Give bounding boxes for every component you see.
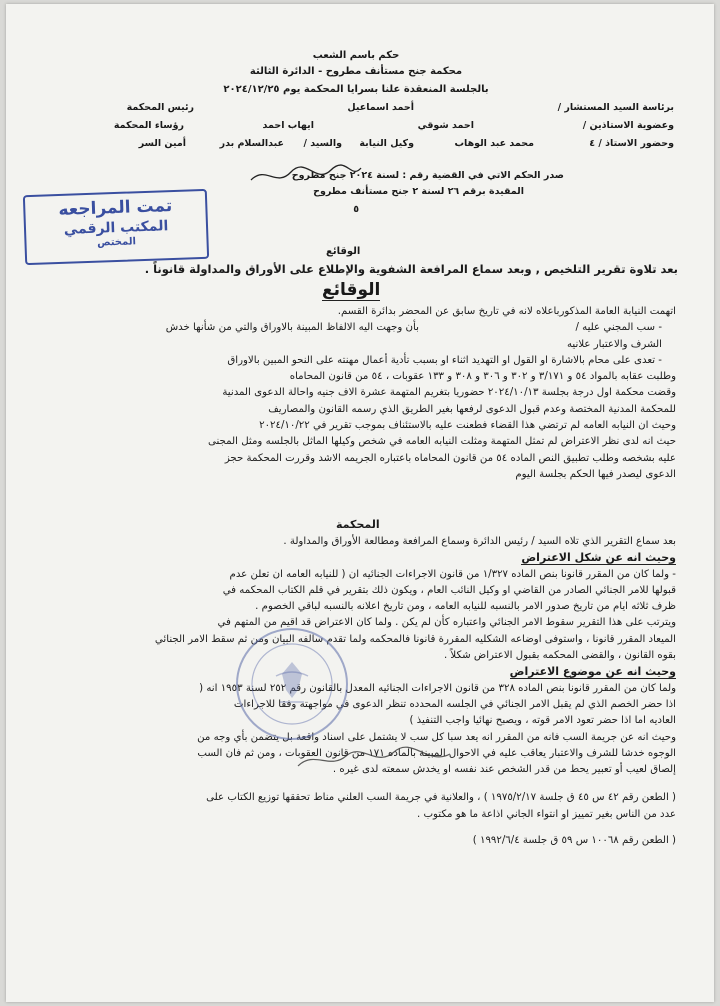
members-label: وعضوية الاستاذين / bbox=[582, 120, 674, 131]
court-p5b: الوجوه خدشا للشرف والاعتبار يعاقب عليه في الاحوال المبينة بالماده ١٧١ من قانون العقوبات ، ومن ثم فان السب bbox=[197, 747, 676, 759]
presiding-name: أحمد اسماعيل bbox=[347, 102, 414, 113]
presiding-title: رئيس المحكمة bbox=[126, 102, 194, 113]
facts-intro: بعد تلاوة تقرير التلخيص , وبعد سماع المرافعة الشفوية والإطلاع على الأوراق والمداولة قانوناً . bbox=[144, 262, 678, 276]
facts-title: الوقائع bbox=[322, 280, 381, 300]
presence-label: وحضور الاستاذ / ٤ bbox=[589, 138, 674, 149]
court-p2b: قبولها للامر الجنائي الصادر من القاضي او وكيل النائب العام ، ويكون ذلك بتقرير في قلم الكتاب المحكمه في bbox=[222, 584, 676, 596]
document-page bbox=[6, 4, 714, 1002]
facts-p2b: بأن وجهت اليه الالفاظ المبينة بالاوراق والتي من شأنها خدش bbox=[165, 322, 419, 334]
facts-p6c: الدعوى ليصدر فيها الحكم بجلسة اليوم bbox=[515, 468, 676, 480]
court-body bbox=[36, 534, 676, 849]
facts-title-small: الوقائع bbox=[326, 246, 361, 257]
court-p4a: ولما كان من المقرر قانونا بنص الماده ٣٢٨ من قانون الاجراءات الجنائيه المعدل بالقانون رقم ٢٥٢ لسنة ١٩٥٣ انه ( bbox=[199, 682, 676, 694]
presiding-label: برئاسة السيد المستشار / bbox=[557, 102, 674, 113]
prosecutor-title: وكيل النيابة bbox=[359, 138, 414, 149]
member-2: ايهاب احمد bbox=[262, 120, 314, 131]
court-p3c: بقوه القانون ، والقضى المحكمه بقبول الاعتراض شكلاً . bbox=[443, 650, 676, 662]
court-ref1a: ( الطعن رقم ٤٢ س ٤٥ ق جلسة ١٩٧٥/٢/١٧ ) ، والعلانية في جريمة السب العلني مناط تحققها توزيع الكتاب على bbox=[206, 792, 676, 804]
facts-body bbox=[36, 304, 676, 483]
header-line-2: محكمة جنح مستأنف مطروح - الدائرة الثالثة bbox=[249, 66, 463, 77]
stamp-line-3: المختص bbox=[96, 236, 137, 249]
court-ref1b: عدد من الناس بغير تمييز او انتواء الجاني اذاعة ما هو مكتوب . bbox=[416, 808, 676, 820]
court-heading-form: وحيث انه عن شكل الاعتراض bbox=[521, 551, 676, 565]
facts-p5: وحيث ان النيابه العامه لم ترتضي هذا القضاء فطعنت عليه بالاستئناف بموجب تقرير في ٢٠٢٤/١٠/٢٢ bbox=[259, 420, 676, 432]
court-p4b: اذا حضر الخصم الذي لم يقبل الامر الجنائي في الجلسه المحدده تنظر الدعوى في مواجهته وفقا للاجراءات bbox=[233, 698, 676, 710]
facts-p4b: للمحكمة المدنية المختصة وعدم قبول الدعوى لرفعها بغير الطريق الذي رسمه القانون والمصاريف bbox=[268, 403, 676, 415]
header-line-3: بالجلسة المنعقدة علنا بسرايا المحكمة يوم ٢٠٢٤/١٢/٢٥ bbox=[223, 84, 489, 95]
members-title: رؤساء المحكمة bbox=[113, 120, 184, 131]
court-p5a: وحيث انه عن جريمة السب فانه من المقرر انه يعد سبا كل سب لا يشتمل على اسناد واقعة بل يتضمن بأي وجه من bbox=[197, 731, 676, 743]
court-p4c: العاديه اما اذا حضر تعود الامر قوته ، ويصبح نهائيا واجب التنفيذ ) bbox=[409, 715, 676, 727]
stamp-line-1: تمت المراجعه bbox=[58, 196, 173, 220]
facts-p4a: وقضت محكمة اول درجة بجلسة ٢٠٢٤/١٠/١٣ حضوريا بتغريم المتهمة عشرة الاف جنيه واحالة الدعوى المدنية bbox=[222, 387, 676, 399]
court-ref2: ( الطعن رقم ١٠٠٦٨ س ٥٩ ق جلسة ١٩٩٢/٦/٤ ) bbox=[472, 835, 676, 847]
court-seal-icon bbox=[232, 624, 352, 744]
facts-p2a: - سب المجني عليه / bbox=[575, 322, 662, 334]
clerk-label: والسيد / bbox=[303, 138, 342, 149]
clerk-name: عبدالسلام بدر bbox=[219, 138, 284, 149]
court-title: المحكمة bbox=[336, 518, 380, 531]
prosecutor-name: محمد عبد الوهاب bbox=[454, 138, 534, 149]
case-line-1: صدر الحكم الاتي في القضية رقم : لسنة ٢٠٢٤ جنح مطروح bbox=[291, 170, 564, 181]
signature-icon bbox=[246, 160, 366, 190]
court-p3a: ويترتب على هذا التقرير سقوط الامر الجنائي واعتباره كأن لم يكن . ولما كان الاعتراض قد اقيم من المتهم في bbox=[217, 617, 676, 629]
case-mark: ٥ bbox=[353, 204, 359, 215]
clerk-title: أمين السر bbox=[138, 138, 186, 149]
header-line-1: حكم باسم الشعب bbox=[312, 50, 400, 61]
stamp-line-2: المكتب الرقمي bbox=[63, 218, 169, 238]
case-line-2: المقيدة برقم ٢٦ لسنة ٢ جنح مستأنف مطروح bbox=[313, 186, 524, 197]
court-p2c: ظرف ثلاثه ايام من تاريخ صدور الامر بالنسبه للنيابه العامه ، ومن تاريخ اعلانه بالنسبه لباقي الخصوم . bbox=[255, 601, 676, 613]
court-heading-subject: وحيث انه عن موضوع الاعتراض bbox=[509, 665, 676, 679]
review-stamp bbox=[23, 189, 209, 265]
signature-scribble-icon bbox=[294, 744, 454, 774]
facts-p2c: الشرف والاعتبار علانيه bbox=[566, 338, 662, 350]
facts-p1: اتهمت النيابة العامة المذكورباعلاه لانه في تاريخ سابق عن المحضر بدائرة القسم. bbox=[337, 306, 676, 317]
facts-p6b: عليه بشخصه وطلب تطبيق النص الماده ٥٤ من قانون المحاماه باعتباره الجريمه الاشد وقررت المحكمة حجز bbox=[224, 452, 676, 464]
court-p3b: الميعاد المقرر قانونا ، واستوفى اوضاعه الشكليه المقررة قانونا فالمحكمه ولما تقدم سالفه البيان ومن ثم سقط الامر الجنائي bbox=[154, 633, 676, 645]
member-1: احمد شوقي bbox=[417, 120, 474, 131]
facts-p3a: - تعدى على محام بالاشارة او القول او التهديد اثناء او بسبب تأدية أعمال مهنته على النحو المبين بالاوراق bbox=[227, 354, 662, 366]
court-p1: بعد سماع التقرير الذي تلاه السيد / رئيس الدائرة وسماع المرافعة ومطالعة الأوراق والمداولة . bbox=[283, 536, 676, 547]
facts-p6a: حيث انه لدى نظر الاعتراض لم تمثل المتهمة ومثلت النيابه العامه في شخص وكيلها الماثل بالجلسه ومثل المجنى bbox=[207, 436, 676, 448]
facts-p3b: وطلبت عقابه بالمواد ٥٤ و ٣/١٧١ و ٣٠٢ و ٣٠٦ و ٣٠٨ و ١٣٣ عقوبات ، ٥٤ من قانون المحاماه bbox=[289, 371, 676, 383]
court-p2a: - ولما كان من المقرر قانونا بنص الماده ١/٣٢٧ من قانون الاجراءات الجنائيه ان ( للنيابه العامه ان تعلن عدم bbox=[229, 568, 676, 580]
court-p5c: إلصاق لعيب أو تعبير يحط من قدر الشخص عند نفسه او يخدش سمعته لدى غيره . bbox=[332, 764, 676, 776]
